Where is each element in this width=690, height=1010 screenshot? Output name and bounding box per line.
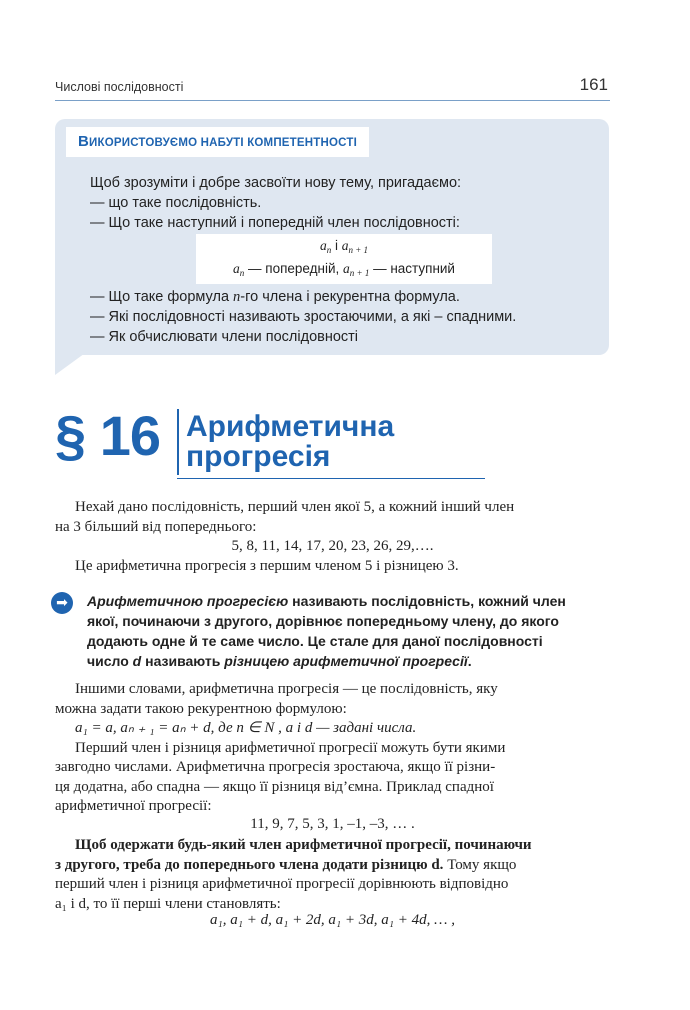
general-terms-sequence: a₁, a₁ + d, a₁ + 2d, a₁ + 3d, a₁ + 4d, … , — [210, 912, 455, 928]
recurrent-formula: a₁ = a, aₙ ₊ ₁ = aₙ + d, де n ∈ N , a і d — задані числа. — [75, 720, 417, 736]
sequence-example: 5, 8, 11, 14, 17, 20, 23, 26, 29,…. — [231, 538, 434, 554]
recall-list-bottom — [90, 287, 600, 347]
recall-item: — Що таке наступний і попередній член послідовності: — [90, 215, 460, 231]
recall-item: — що таке послідовність. — [90, 195, 262, 211]
recall-item: — Які послідовності називають зростаючими, а які – спадними. — [90, 309, 517, 325]
recall-item: — Як обчислювати члени послідовності — [90, 329, 359, 345]
formula-line: $a_n$ — попередній, $a_{n + 1}$ — наступний — [233, 261, 455, 278]
intro-paragraph: Нехай дано послідовність, перший член якої 5, а кожний інший член на 3 більший від попереднього: — [55, 499, 515, 535]
chapter-title: Числові послідовності — [55, 80, 184, 94]
recall-item: — Що таке формула n-го члена і рекурентна формула. — [90, 289, 460, 305]
rule-paragraph: Щоб одержати будь-який член арифметичної прогресії, починаючи з другого, треба до попереднього члена додати різницю d. Тому якщо перший член і різниця арифметичної прогресії дорівнюють відповідно a₁ і d, то її перші члени становлять: — [55, 837, 532, 912]
recall-intro: Щоб зрозуміти і добре засвоїти нову тему, пригадаємо: — [90, 175, 462, 191]
section-title: Арифметична прогресія — [186, 410, 395, 473]
formula-line: $a_n$ і $a_{n + 1}$ — [319, 238, 369, 255]
section-divider — [177, 409, 179, 475]
page-number: 161 — [579, 75, 608, 94]
section-underline — [177, 478, 485, 479]
competencies-box-title: ВИКОРИСТОВУЄМО НАБУТІ КОМПЕТЕНТНОСТІ — [66, 127, 369, 157]
intro-conclusion: Це арифметична прогресія з першим членом 5 і різницею 3. — [75, 558, 459, 574]
decreasing-sequence-example: 11, 9, 7, 5, 3, 1, –1, –3, … . — [250, 816, 415, 832]
terms-formula-box — [196, 234, 492, 284]
body-paragraph: Іншими словами, арифметична прогресія — це послідовність, яку можна задати такою рекурентною формулою: a₁ = a, aₙ ₊ ₁ = aₙ + d, де n ∈ N , a і d — задані числа. Перший член і різниця арифметичної прогресії можуть бути якими завгодно числами. Арифметична прогресія зростаюча, якщо її різни- ця додатна, або спадна — якщо її різниця від’ємна. Приклад спадної арифметичної прогресії: — [55, 680, 610, 817]
recall-list-top — [90, 173, 600, 233]
definition-block: Арифметичною прогресією називають послідовність, кожний член якої, починаючи з другого, дорівнює попередньому члену, до якого додають одне й те саме число. Це стале для даної послідовності число d називають різницею арифметичної прогресії. — [87, 593, 566, 669]
arrow-right-icon: ➡ — [51, 592, 73, 614]
section-number: § 16 — [55, 404, 160, 467]
page-header — [55, 74, 610, 101]
